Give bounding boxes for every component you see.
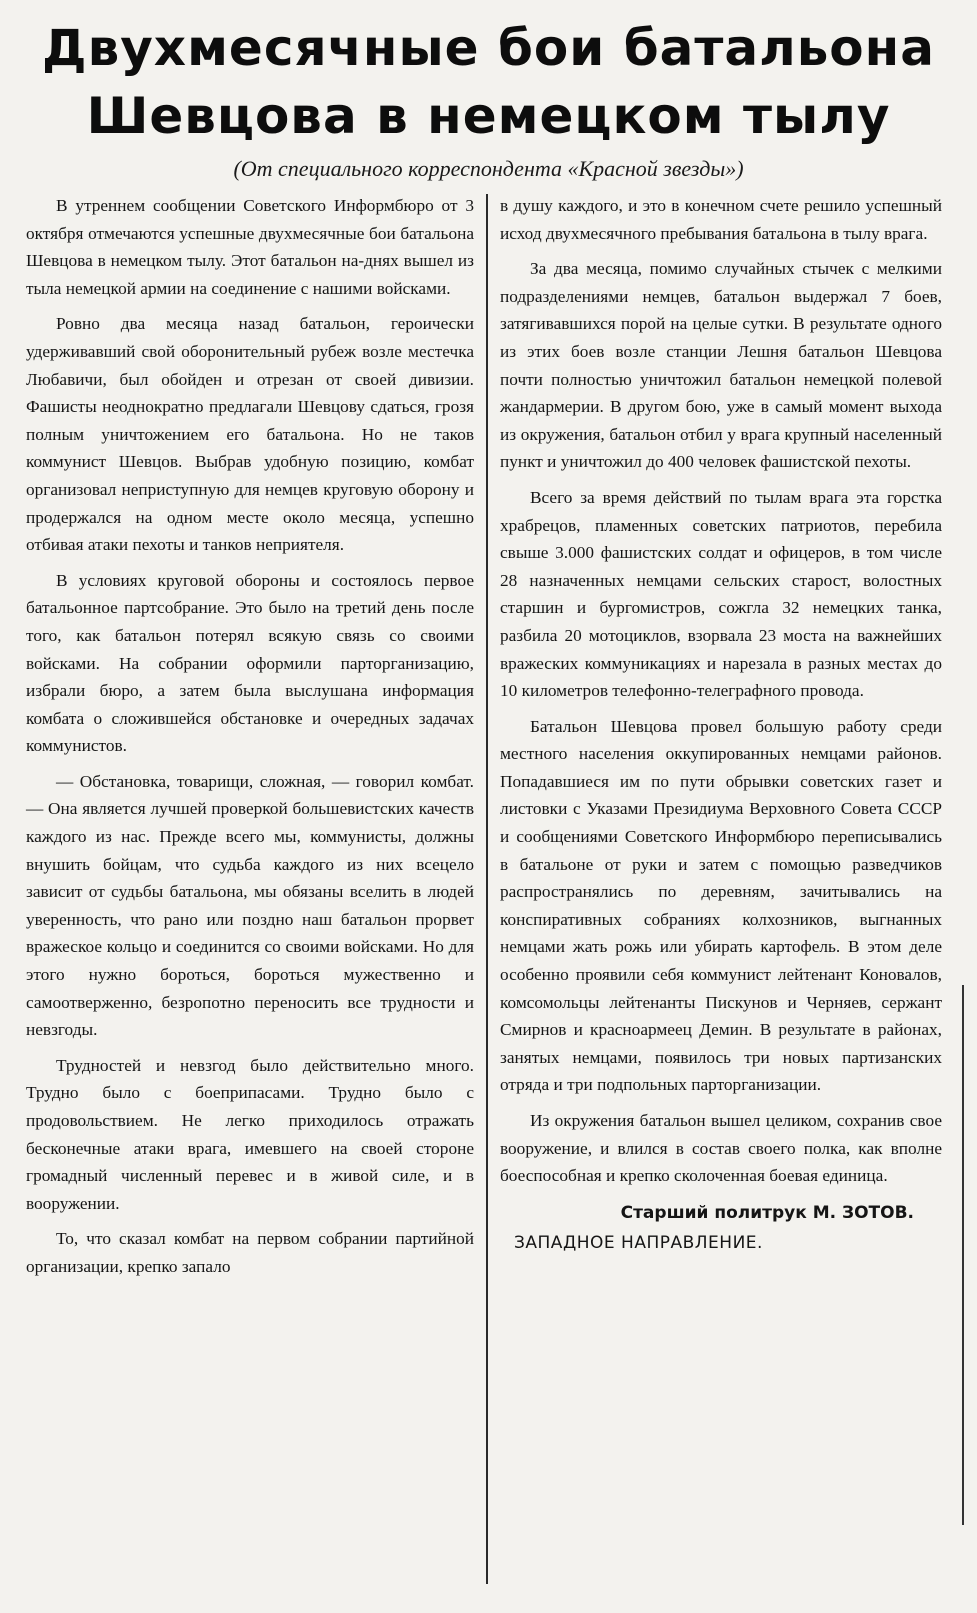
paragraph: Из окружения батальон вышел целиком, сохранив свое вооружение, и влился в состав своего полка, как вполне боеспособная и крепко сколоченная боевая единица. [500, 1111, 942, 1186]
paragraph: В условиях круговой обороны и состоялось первое батальонное партсобрание. Это было на третий день после того, как батальон потерял всякую связь со своими войсками. На собрании оформили парторганизацию, избрали бюро, а затем была выслушана информация комбата о сложившейся обстановке и очередных задачах коммунистов. [26, 570, 474, 756]
paragraph: Ровно два месяца назад батальон, героически удерживавший свой оборонительный рубеж возле местечка Любавичи, был обойден и отрезан от своей дивизии. Фашисты неоднократно предлагали Шевцову сдаться, грозя полным уничтожением его батальона. Но не таков коммунист Шевцов. Выбрав удобную позицию, комбат организовал неприступную для немцев круговую оборону и продержался на одном месте около месяца, успешно отбивая атаки пехоты и танков неприятеля. [26, 314, 474, 555]
right-column [500, 192, 942, 1258]
article-byline: (От специального корреспондента «Красной звезды») [233, 156, 744, 181]
paragraph: Трудностей и невзгод было действительно много. Трудно было с боеприпасами. Трудно было с продовольствием. Не легко приходилось отражать бесконечные атаки врага, имевшего на своей стороне громадный численный перевес и в живой силе, и в вооружении. [26, 1055, 474, 1213]
article-headline [40, 14, 937, 150]
author-signature: Старший политрук М. ЗОТОВ. [620, 1202, 914, 1223]
paragraph: Всего за время действий по тылам врага эта горстка храбрецов, пламенных советских патриотов, перебила свыше 3.000 фашистских солдат и офицеров, в том числе 28 назначенных немцами сельских старост, волостных старшин и бургомистров, сожгла 32 немецких танка, разбила 20 мотоциклов, взорвала 23 моста на важнейших вражеских коммуникациях и нарезала в разных местах до 10 километров телефонно-телеграфного провода. [500, 487, 942, 701]
adjacent-column-rule [962, 985, 964, 1525]
paragraph: В утреннем сообщении Советского Информбюро от 3 октября отмечаются успешные двухмесячные бои батальона Шевцова в немецком тылу. Этот батальон на-днях вышел из тыла немецкой армии на соединение с нашими войсками. [26, 196, 474, 298]
dateline-location: ЗАПАДНОЕ НАПРАВЛЕНИЕ. [514, 1232, 763, 1253]
paragraph: То, что сказал комбат на первом собрании партийной организации, крепко запало [26, 1229, 474, 1276]
headline-line-2: Шевцова в немецком тылу [86, 87, 891, 145]
left-column [26, 192, 474, 1289]
headline-line-1: Двухмесячные бои батальона [42, 19, 935, 77]
paragraph: Батальон Шевцова провел большую работу среди местного населения оккупированных немцами районов. Попадавшиеся им по пути обрывки советских газет и листовки с Указами Президиума Верховного Совета СССР и сообщениями Советского Информбюро переписывались в батальоне от руки и затем с помощью разведчиков распространялись по деревням, зачитывались на конспиративных собраниях колхозников, выгнанных немцами жать рожь или убирать картофель. В этом деле особенно проявили себя коммунист лейтенант Коновалов, комсомольцы лейтенанты Пискунов и Черняев, сержант Смирнов и красноармеец Демин. В результате в районах, занятых немцами, появилось три новых партизанских отряда и три подпольных парторганизации. [500, 716, 942, 1095]
column-divider [486, 194, 488, 1584]
paragraph: в душу каждого, и это в конечном счете решило успешный исход двухмесячного пребывания батальона в тылу врага. [500, 196, 942, 243]
paragraph: За два месяца, помимо случайных стычек с мелкими подразделениями немцев, батальон выдержал 7 боев, затягивавшихся порой на целые сутки. В результате одного из этих боев возле станции Лешня батальон Шевцова почти полностью уничтожил батальон немецкой полевой жандармерии. В другом бою, уже в самый момент выхода из окружения, батальон отбил у врага крупный населенный пункт и уничтожил до 400 человек фашистской пехоты. [500, 259, 942, 472]
paragraph: — Обстановка, товарищи, сложная, — говорил комбат. — Она является лучшей проверкой большевистских качеств каждого из нас. Прежде всего мы, коммунисты, должны внушить бойцам, что судьба каждого из них всецело зависит от судьбы батальона, мы обязаны вселить в людей уверенность, что рано или поздно наш батальон прорвет вражеское кольцо и соединится со своими войсками. Но для этого нужно бороться, бороться мужественно и самоотверженно, безропотно переносить все трудности и невзгоды. [26, 771, 474, 1040]
